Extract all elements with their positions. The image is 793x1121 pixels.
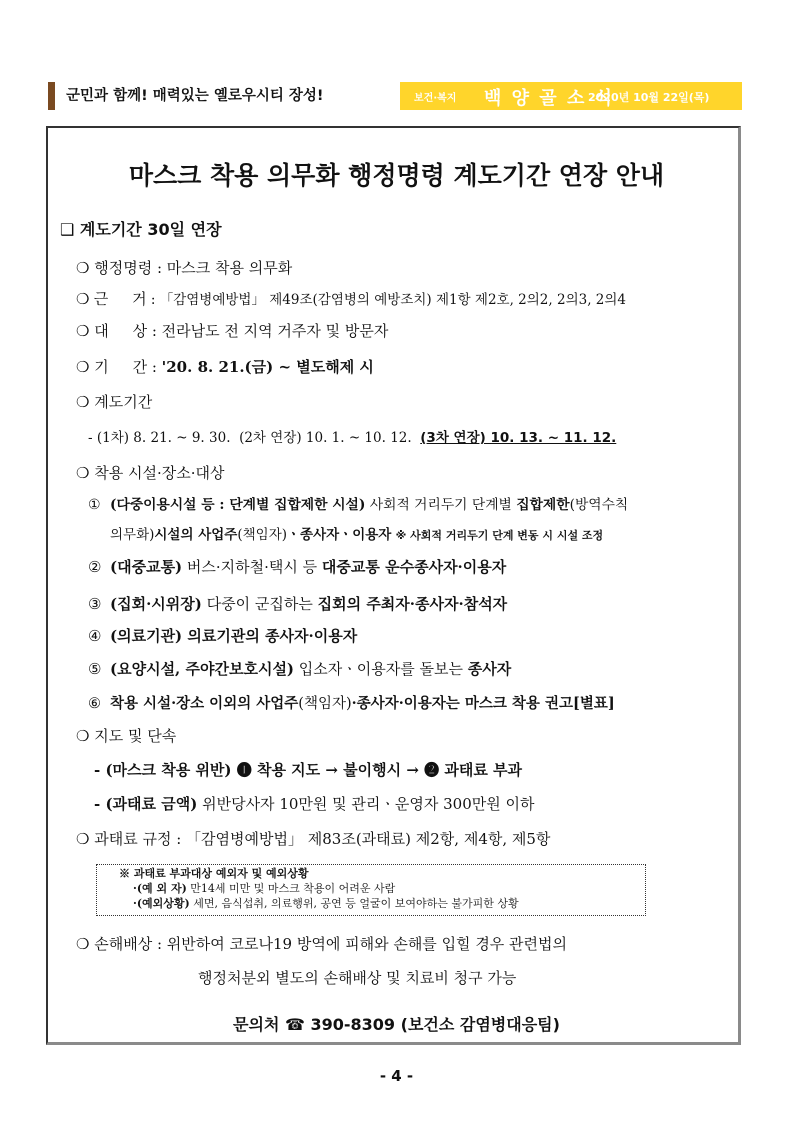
facility-1-cont-text1: 의무화): [110, 527, 155, 543]
item-enforcement: [76, 726, 176, 746]
header-slogan: 군민과 함께! 매력있는 옐로우시티 장성!: [66, 88, 324, 104]
facility-2-text1: 버스·지하철·택시 등: [182, 558, 322, 576]
circle-bullet-icon: ❍: [76, 358, 90, 376]
target-label: 대 상: [94, 322, 148, 340]
circle-bullet-icon: ❍: [76, 727, 90, 745]
header-newsletter-name: 백 양 골 소 식: [484, 88, 615, 109]
target-value: 전라남도 전 지역 거주자 및 방문자: [161, 322, 389, 340]
facility-3-text1: 다중이 군집하는: [201, 595, 318, 613]
facility-2-bold2: 대중교통 운수종사자·이용자: [321, 558, 507, 576]
enforcement-label: 지도 및 단속: [94, 727, 177, 745]
facility-5: [88, 659, 511, 679]
item-guidance: [76, 392, 152, 412]
order-label: 행정명령: [94, 259, 153, 277]
damages-line-2: 행정처분외 별도의 손해배상 및 치료비 청구 가능: [198, 969, 517, 987]
facility-1-note: ※ 사회적 거리두기 단계 변동 시 시설 조정: [395, 529, 604, 542]
facility-3-num: ③: [88, 595, 102, 613]
page-title: 마스크 착용 의무화 행정명령 계도기간 연장 안내: [128, 161, 665, 190]
facility-1-bold2: 집합제한: [516, 497, 570, 513]
damages-line-1: 위반하여 코로나19 방역에 피해와 손해를 입힐 경우 관련법의: [166, 935, 568, 953]
facility-5-num: ⑤: [88, 660, 102, 678]
exception-title: ※ 과태료 부과대상 예외자 및 예외상황: [119, 867, 309, 880]
enforcement-fine: [94, 794, 534, 814]
item-order: ❍ 행정명령 : 마스크 착용 의무화: [76, 259, 293, 277]
exception-line-2: [97, 896, 645, 911]
circle-bullet-icon: ❍: [76, 393, 90, 411]
guidance-detail: [88, 428, 616, 448]
facility-1-cont-bold1: 시설의 사업주: [154, 527, 238, 543]
facility-1-cont-bold2: ㆍ종사자ㆍ이용자: [287, 527, 392, 543]
page-number: - 4 -: [379, 1067, 414, 1085]
damages-label: 손해배상: [94, 935, 153, 953]
guidance-label: 계도기간: [94, 393, 153, 411]
facility-1-bold1: (다중이용시설 등 : 단계별 집합제한 시설): [110, 497, 366, 513]
facility-6: [88, 694, 615, 714]
facility-3-bold2: 집회의 주최자·종사자·참석자: [317, 595, 508, 613]
header-date: 2020년 10월 22일(목): [588, 91, 710, 104]
facility-4: [88, 626, 357, 646]
circle-bullet-icon: ❍: [76, 259, 90, 277]
item-period: ❍ 기 간 : '20. 8. 21.(금) ~ 별도해제 시: [76, 358, 374, 376]
facility-4-bold2: 의료기관의 종사자·이용자: [182, 627, 358, 645]
guidance-detail-prefix: - (1차) 8. 21. ~ 9. 30. (2차 연장) 10. 1. ~ 10. 12.: [88, 430, 421, 446]
exception-line-1: [97, 881, 645, 896]
exception-line-1-label: ·(예 외 자): [133, 882, 187, 895]
facility-6-num: ⑥: [88, 696, 101, 712]
facility-4-num: ④: [88, 627, 102, 645]
enforcement-violation-text: - (마스크 착용 위반) ❶ 착용 지도 → 불이행시 → ❷ 과태료 부과: [94, 761, 523, 779]
facility-5-text1: 입소자ㆍ이용자를 돌보는: [294, 660, 468, 678]
facility-6-bold1: 착용 시설·장소 이외의 사업주: [110, 695, 299, 712]
circle-bullet-icon: ❍: [76, 830, 90, 848]
facility-5-bold2: 종사자: [467, 660, 512, 678]
fine-rule-value: 「감염병예방법」 제83조(과태료) 제2항, 제4항, 제5항: [186, 830, 551, 848]
facility-6-text1: (책임자): [298, 696, 352, 712]
fine-rule-label: 과태료 규정: [94, 830, 172, 848]
facility-1-text2: (방역수칙: [569, 497, 629, 513]
item-basis: ❍ 근 거 : 「감염병예방법」 제49조(감염병의 예방조치) 제1항 제2호, 2의2, 2의3, 2의4: [76, 290, 626, 308]
facility-1-text1: 사회적 거리두기 단계별: [365, 497, 517, 513]
facility-1: [88, 495, 628, 515]
facility-5-bold1: (요양시설, 주야간보호시설): [110, 660, 295, 678]
exception-note-box: [96, 864, 646, 916]
period-value: '20. 8. 21.(금) ~ 별도해제 시: [161, 358, 374, 376]
header-newsletter-box: [400, 82, 742, 110]
facility-2-num: ②: [88, 558, 102, 576]
circle-bullet-icon: ❍: [76, 935, 90, 953]
order-value: 마스크 착용 의무화: [166, 259, 293, 277]
basis-label: 근 거: [93, 290, 147, 308]
exception-line-2-label: ·(예외상황): [133, 897, 190, 910]
circle-bullet-icon: ❍: [76, 464, 90, 482]
facility-3: [88, 594, 507, 614]
circle-bullet-icon: ❍: [76, 322, 90, 340]
enforcement-fine-text: 위반당사자 10만원 및 관리ㆍ운영자 300만원 이하: [197, 795, 535, 813]
exception-line-1-text: 만14세 미만 및 마스크 착용이 어려운 사람: [186, 882, 396, 895]
facilities-label: 착용 시설·장소·대상: [94, 464, 225, 482]
facility-3-bold1: (집회·시위장): [110, 595, 202, 613]
header-accent-bar: [48, 82, 55, 110]
facility-1-cont: [110, 525, 603, 546]
page-header: [48, 82, 742, 110]
checkbox-bullet-icon: ❑: [60, 220, 75, 239]
item-damages: ❍ 손해배상 : 위반하여 코로나19 방역에 피해와 손해를 입힐 경우 관련법의: [76, 935, 568, 953]
contact-info: 문의처 ☎ 390-8309 (보건소 감염병대응팀): [233, 1015, 560, 1034]
circle-bullet-icon: ❍: [76, 290, 90, 308]
period-label: 기 간: [94, 358, 148, 376]
section-heading: [60, 220, 222, 240]
header-section: 보건·복지: [414, 93, 457, 104]
item-fine-rule: ❍ 과태료 규정 : 「감염병예방법」 제83조(과태료) 제2항, 제4항, 제5항: [76, 830, 551, 848]
facility-6-bold2: ·종사자·이용자는 마스크 착용 권고[별표]: [351, 695, 615, 712]
enforcement-fine-label: - (과태료 금액): [94, 795, 198, 813]
facility-4-bold1: (의료기관): [110, 627, 183, 645]
item-facilities: [76, 463, 224, 483]
facility-1-cont-text2: (책임자): [237, 527, 288, 543]
facility-2: [88, 557, 506, 577]
section-heading-text: 계도기간 30일 연장: [79, 220, 222, 239]
exception-line-2-text: 세면, 음식섭취, 의료행위, 공연 등 얼굴이 보여야하는 불가피한 상황: [189, 897, 519, 910]
guidance-third-extension: (3차 연장) 10. 13. ~ 11. 12.: [420, 430, 617, 446]
facility-2-bold1: (대중교통): [110, 558, 183, 576]
facility-1-num: ①: [88, 497, 101, 513]
enforcement-violation: [94, 760, 522, 780]
item-target: ❍ 대 상 : 전라남도 전 지역 거주자 및 방문자: [76, 322, 389, 340]
basis-value: 「감염병예방법」 제49조(감염병의 예방조치) 제1항 제2호, 2의2, 2의3, 2의4: [159, 292, 626, 308]
